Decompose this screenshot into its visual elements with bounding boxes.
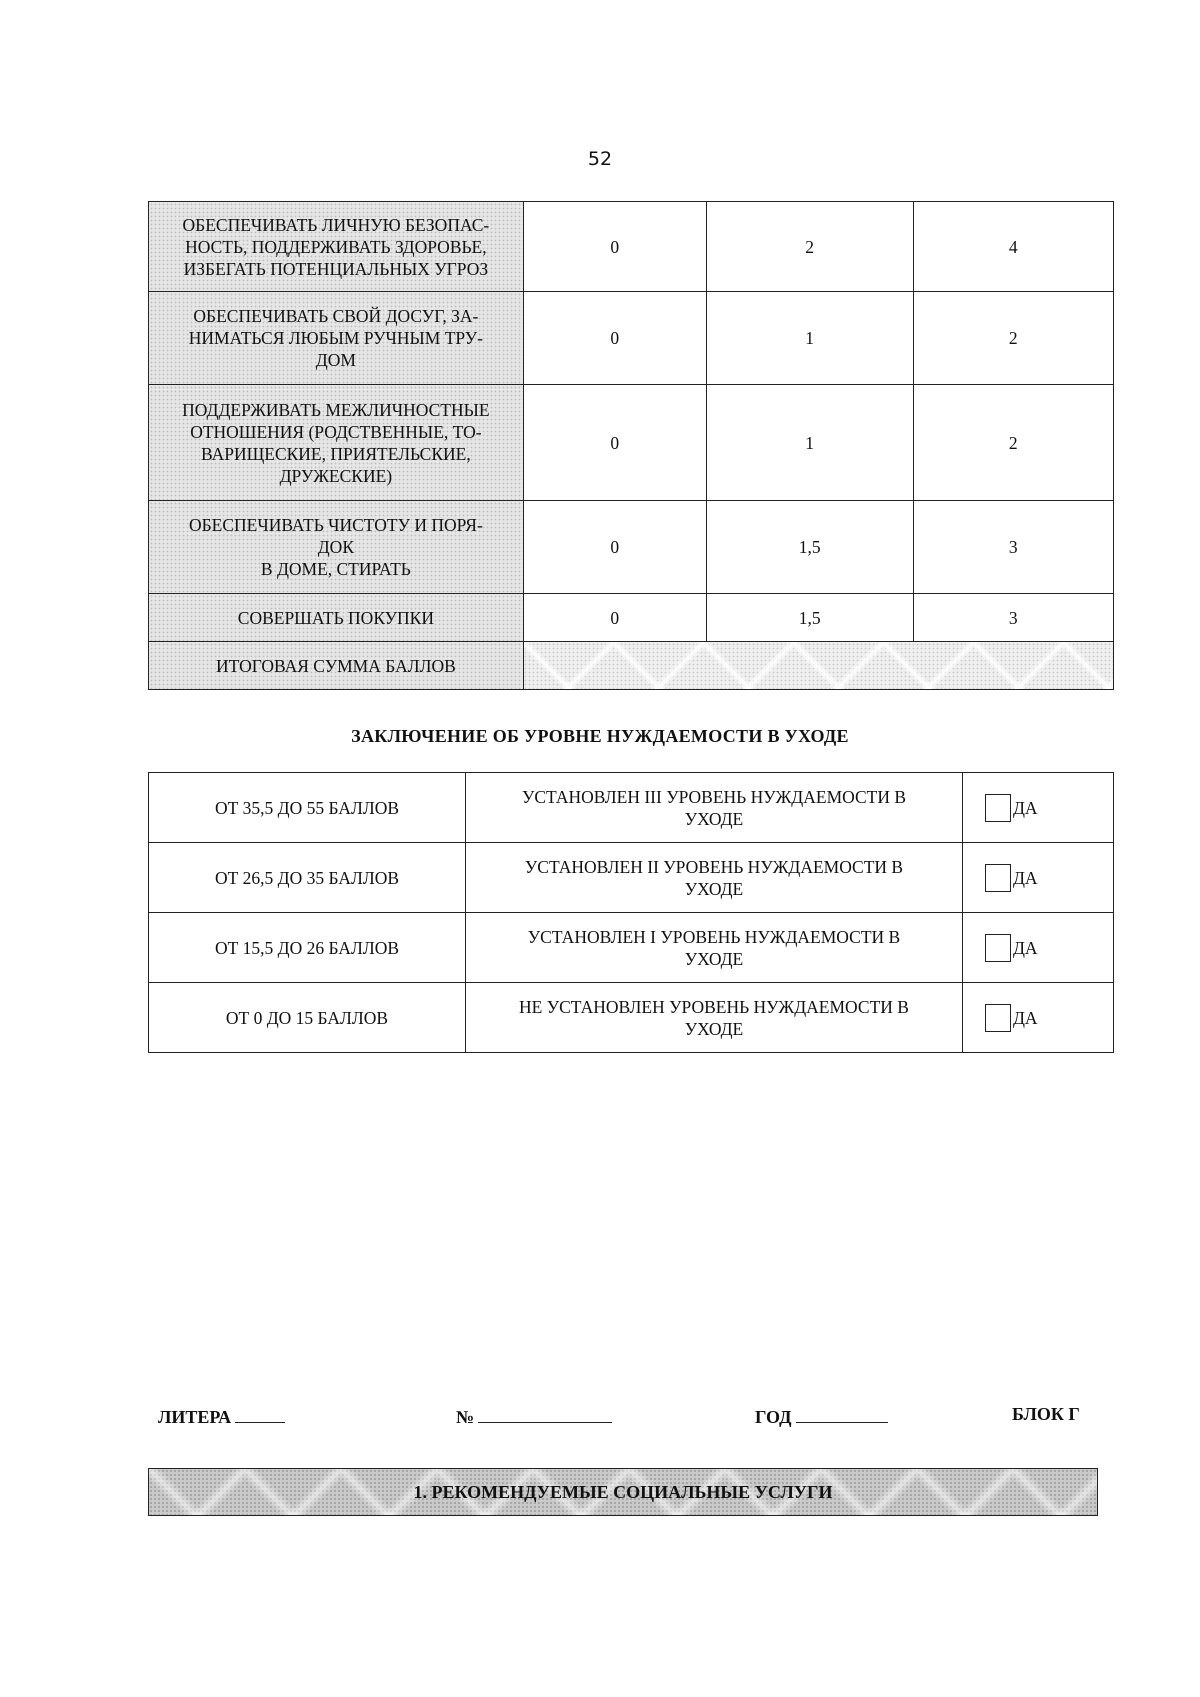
score-value: 0 xyxy=(523,594,706,642)
conclusion-row xyxy=(149,913,1114,983)
score-value: 2 xyxy=(706,202,913,292)
activity-label: ОБЕСПЕЧИВАТЬ СВОЙ ДОСУГ, ЗА- НИМАТЬСЯ ЛЮБЫМ РУЧНЫМ ТРУ- ДОМ xyxy=(149,292,524,385)
conclusion-row xyxy=(149,983,1114,1053)
total-row xyxy=(149,642,1114,690)
score-range: ОТ 0 ДО 15 БАЛЛОВ xyxy=(149,983,466,1053)
litera-blank[interactable] xyxy=(235,1404,285,1423)
care-level: НЕ УСТАНОВЛЕН УРОВЕНЬ НУЖДАЕМОСТИ В УХОДЕ xyxy=(466,983,963,1053)
score-value: 2 xyxy=(913,385,1113,501)
block-label: БЛОК Г xyxy=(1012,1404,1080,1424)
score-value: 4 xyxy=(913,202,1113,292)
score-row xyxy=(149,202,1114,292)
score-value: 3 xyxy=(913,501,1113,594)
litera-field xyxy=(158,1404,285,1428)
score-row xyxy=(149,292,1114,385)
section-banner xyxy=(148,1468,1098,1516)
checkbox-label: ДА xyxy=(1013,1007,1038,1028)
score-value: 0 xyxy=(523,202,706,292)
care-level: УСТАНОВЛЕН III УРОВЕНЬ НУЖДАЕМОСТИ В УХОДЕ xyxy=(466,773,963,843)
score-row xyxy=(149,501,1114,594)
score-row xyxy=(149,594,1114,642)
activity-label: ОБЕСПЕЧИВАТЬ ЧИСТОТУ И ПОРЯ- ДОК В ДОМЕ, СТИРАТЬ xyxy=(149,501,524,594)
score-range: ОТ 26,5 ДО 35 БАЛЛОВ xyxy=(149,843,466,913)
footer-fields xyxy=(158,1404,1088,1430)
conclusion-row xyxy=(149,773,1114,843)
checkbox[interactable] xyxy=(985,864,1011,892)
yes-checkbox-cell xyxy=(963,913,1114,983)
checkbox-label: ДА xyxy=(1013,797,1038,818)
checkbox[interactable] xyxy=(985,1004,1011,1032)
score-value: 0 xyxy=(523,385,706,501)
checkbox[interactable] xyxy=(985,934,1011,962)
conclusion-title: ЗАКЛЮЧЕНИЕ ОБ УРОВНЕ НУЖДАЕМОСТИ В УХОДЕ xyxy=(351,726,849,746)
section-banner-title: 1. РЕКОМЕНДУЕМЫЕ СОЦИАЛЬНЫЕ УСЛУГИ xyxy=(413,1481,833,1502)
litera-label: ЛИТЕРА xyxy=(158,1407,232,1427)
total-label: ИТОГОВАЯ СУММА БАЛЛОВ xyxy=(149,642,524,690)
year-label: ГОД xyxy=(755,1407,792,1427)
number-label: № xyxy=(456,1407,475,1427)
score-value: 0 xyxy=(523,292,706,385)
total-score-field[interactable] xyxy=(523,642,1113,690)
score-row xyxy=(149,385,1114,501)
yes-checkbox-cell xyxy=(963,983,1114,1053)
score-value: 3 xyxy=(913,594,1113,642)
checkbox-label: ДА xyxy=(1013,937,1038,958)
score-value: 2 xyxy=(913,292,1113,385)
activity-label: ПОДДЕРЖИВАТЬ МЕЖЛИЧНОСТНЫЕ ОТНОШЕНИЯ (РОДСТВЕННЫЕ, ТО- ВАРИЩЕСКИЕ, ПРИЯТЕЛЬСКИЕ, ДРУЖЕСКИЕ) xyxy=(149,385,524,501)
number-field xyxy=(456,1404,612,1428)
year-blank[interactable] xyxy=(796,1404,888,1423)
score-table xyxy=(148,201,1114,690)
score-value: 1,5 xyxy=(706,594,913,642)
score-range: ОТ 35,5 ДО 55 БАЛЛОВ xyxy=(149,773,466,843)
activity-label: СОВЕРШАТЬ ПОКУПКИ xyxy=(149,594,524,642)
yes-checkbox-cell xyxy=(963,773,1114,843)
score-value: 1 xyxy=(706,385,913,501)
yes-checkbox-cell xyxy=(963,843,1114,913)
score-value: 1 xyxy=(706,292,913,385)
checkbox-label: ДА xyxy=(1013,867,1038,888)
year-field xyxy=(755,1404,888,1428)
page-number: 52 xyxy=(587,148,613,170)
number-blank[interactable] xyxy=(478,1404,612,1423)
care-level: УСТАНОВЛЕН I УРОВЕНЬ НУЖДАЕМОСТИ В УХОДЕ xyxy=(466,913,963,983)
conclusion-row xyxy=(149,843,1114,913)
score-range: ОТ 15,5 ДО 26 БАЛЛОВ xyxy=(149,913,466,983)
activity-label: ОБЕСПЕЧИВАТЬ ЛИЧНУЮ БЕЗОПАС- НОСТЬ, ПОДДЕРЖИВАТЬ ЗДОРОВЬЕ, ИЗБЕГАТЬ ПОТЕНЦИАЛЬНЫХ УГРОЗ xyxy=(149,202,524,292)
care-level: УСТАНОВЛЕН II УРОВЕНЬ НУЖДАЕМОСТИ В УХОДЕ xyxy=(466,843,963,913)
score-value: 0 xyxy=(523,501,706,594)
conclusion-table xyxy=(148,772,1114,1053)
score-value: 1,5 xyxy=(706,501,913,594)
checkbox[interactable] xyxy=(985,794,1011,822)
